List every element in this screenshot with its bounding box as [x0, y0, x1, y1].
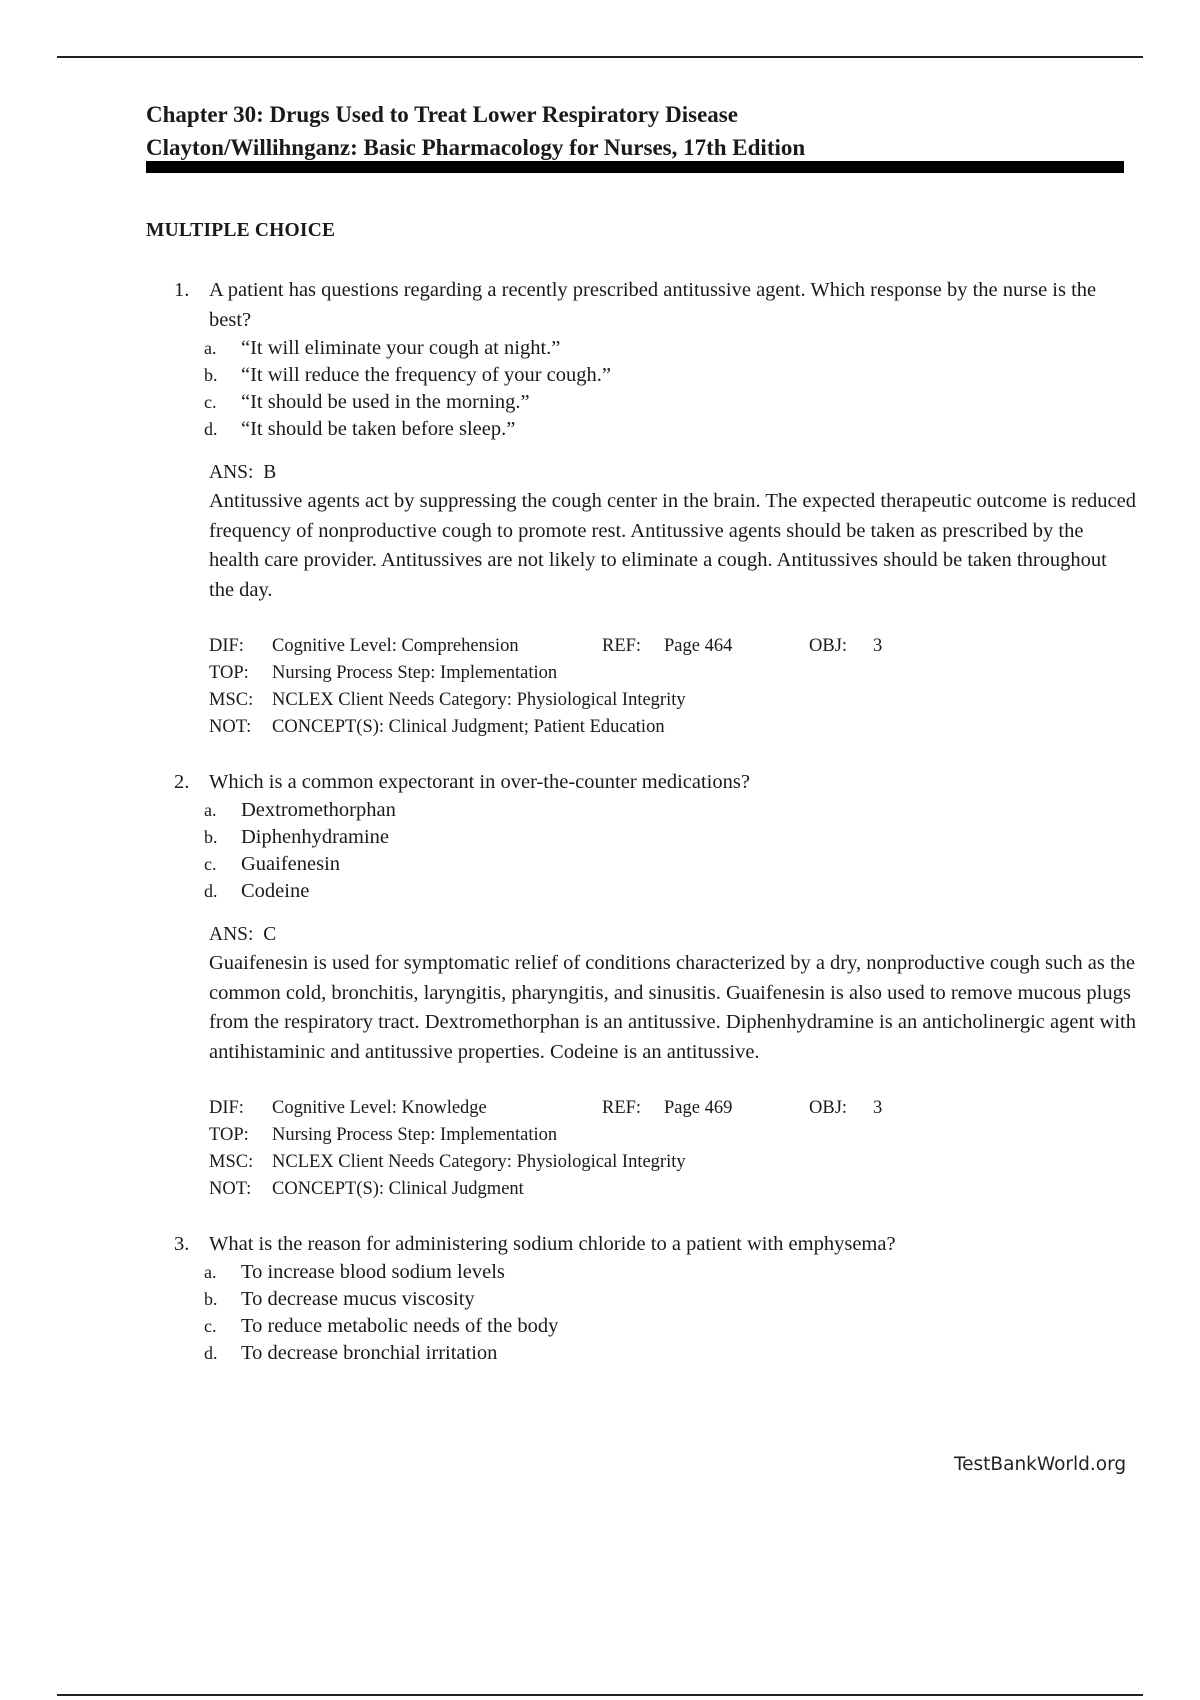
option-list	[146, 1259, 1136, 1367]
msc-label: MSC:	[209, 1152, 254, 1172]
answer-block	[209, 921, 1136, 1203]
option-b	[146, 362, 1136, 389]
option-letter: c.	[204, 392, 217, 412]
rationale: Guaifenesin is used for symptomatic relief of conditions characterized by a dry, nonproductive cough such as the common cold, bronchitis, laryngitis, pharyngitis, and sinusitis. Guaifenesin is also used to remove mucous plugs from the respiratory tract. Dextromethorphan is an antitussive. Diphenhydramine is an anticholinergic agent with antihistaminic and antitussive properties. Codeine is an antitussive.	[209, 952, 1136, 1063]
option-text: “It should be taken before sleep.”	[241, 418, 516, 440]
option-c	[146, 851, 1136, 878]
option-c	[146, 1313, 1136, 1340]
option-letter: b.	[204, 827, 218, 847]
dif-label: DIF:	[209, 636, 244, 656]
option-letter: d.	[204, 1343, 218, 1363]
meta-dif-row	[209, 633, 1136, 660]
ref-label: REF:	[602, 636, 642, 656]
answer-block	[209, 459, 1136, 741]
top-value: Nursing Process Step: Implementation	[272, 1125, 558, 1145]
question-3	[146, 1229, 1136, 1367]
meta-not-row	[209, 1176, 1136, 1203]
obj-value: 3	[873, 636, 883, 656]
msc-value: NCLEX Client Needs Category: Physiological Integrity	[272, 690, 686, 710]
not-value: CONCEPT(S): Clinical Judgment	[272, 1179, 524, 1199]
book-title: Clayton/Willihnganz: Basic Pharmacology for Nurses, 17th Edition	[146, 135, 806, 160]
question-metadata	[209, 1095, 1136, 1203]
option-text: To decrease bronchial irritation	[241, 1342, 498, 1364]
answer-label: ANS:	[209, 462, 254, 483]
not-label: NOT:	[209, 717, 252, 737]
top-value: Nursing Process Step: Implementation	[272, 663, 558, 683]
meta-msc-row	[209, 687, 1136, 714]
question-text: A patient has questions regarding a recently prescribed antitussive agent. Which response by the nurse is the best?	[209, 279, 1097, 331]
option-letter: d.	[204, 881, 218, 901]
top-label: TOP:	[209, 663, 249, 683]
option-d	[146, 878, 1136, 905]
meta-msc-row	[209, 1149, 1136, 1176]
question-number: 1.	[174, 279, 190, 301]
dif-value: Cognitive Level: Comprehension	[272, 636, 519, 656]
meta-top-row	[209, 1122, 1136, 1149]
option-text: Dextromethorphan	[241, 799, 396, 821]
option-b	[146, 1286, 1136, 1313]
meta-top-row	[209, 660, 1136, 687]
option-d	[146, 1340, 1136, 1367]
answer-value: B	[263, 462, 277, 483]
option-text: “It will reduce the frequency of your cough.”	[241, 364, 611, 386]
option-letter: a.	[204, 338, 217, 358]
obj-value: 3	[873, 1098, 883, 1118]
option-text: To reduce metabolic needs of the body	[241, 1315, 559, 1337]
option-list	[146, 335, 1136, 443]
answer-line	[209, 459, 1136, 487]
answer-value: C	[263, 924, 277, 945]
option-text: Diphenhydramine	[241, 826, 390, 848]
option-a	[146, 335, 1136, 362]
section-title: MULTIPLE CHOICE	[146, 220, 336, 241]
meta-not-row	[209, 714, 1136, 741]
msc-label: MSC:	[209, 690, 254, 710]
option-text: To increase blood sodium levels	[241, 1261, 505, 1283]
answer-label: ANS:	[209, 924, 254, 945]
dif-value: Cognitive Level: Knowledge	[272, 1098, 487, 1118]
question-text: What is the reason for administering sodium chloride to a patient with emphysema?	[209, 1233, 896, 1255]
option-letter: c.	[204, 1316, 217, 1336]
question-text: Which is a common expectorant in over-the-counter medications?	[209, 771, 750, 793]
dif-label: DIF:	[209, 1098, 244, 1118]
watermark-text: TestBankWorld.org	[954, 1454, 1127, 1475]
option-letter: a.	[204, 1262, 217, 1282]
document-header	[146, 98, 1124, 164]
question-number: 2.	[174, 771, 190, 793]
question-2	[146, 767, 1136, 1203]
question-number: 3.	[174, 1233, 190, 1255]
ref-label: REF:	[602, 1098, 642, 1118]
rationale: Antitussive agents act by suppressing the cough center in the brain. The expected therapeutic outcome is reduced frequency of nonproductive cough to promote rest. Antitussive agents should be taken as prescribed by the health care provider. Antitussives are not likely to eliminate a cough. Antitussives should be taken throughout the day.	[209, 490, 1136, 601]
ref-value: Page 469	[664, 1098, 733, 1118]
option-text: “It will eliminate your cough at night.”	[241, 337, 561, 359]
option-list	[146, 797, 1136, 905]
question-list	[146, 275, 1136, 1393]
not-label: NOT:	[209, 1179, 252, 1199]
option-letter: d.	[204, 419, 218, 439]
question-metadata	[209, 633, 1136, 741]
question-1	[146, 275, 1136, 741]
option-b	[146, 824, 1136, 851]
msc-value: NCLEX Client Needs Category: Physiological Integrity	[272, 1152, 686, 1172]
option-text: Guaifenesin	[241, 853, 341, 875]
bottom-rule	[57, 1694, 1143, 1696]
not-value: CONCEPT(S): Clinical Judgment; Patient Education	[272, 717, 665, 737]
option-d	[146, 416, 1136, 443]
obj-label: OBJ:	[809, 636, 848, 656]
obj-label: OBJ:	[809, 1098, 848, 1118]
option-text: Codeine	[241, 880, 310, 902]
option-letter: c.	[204, 854, 217, 874]
chapter-title: Chapter 30: Drugs Used to Treat Lower Respiratory Disease	[146, 102, 738, 127]
option-text: To decrease mucus viscosity	[241, 1288, 475, 1310]
option-c	[146, 389, 1136, 416]
answer-line	[209, 921, 1136, 949]
option-a	[146, 1259, 1136, 1286]
option-letter: b.	[204, 365, 218, 385]
top-rule	[57, 56, 1143, 58]
header-bar	[146, 161, 1124, 173]
option-letter: b.	[204, 1289, 218, 1309]
meta-dif-row	[209, 1095, 1136, 1122]
ref-value: Page 464	[664, 636, 733, 656]
option-a	[146, 797, 1136, 824]
option-text: “It should be used in the morning.”	[241, 391, 530, 413]
top-label: TOP:	[209, 1125, 249, 1145]
option-letter: a.	[204, 800, 217, 820]
